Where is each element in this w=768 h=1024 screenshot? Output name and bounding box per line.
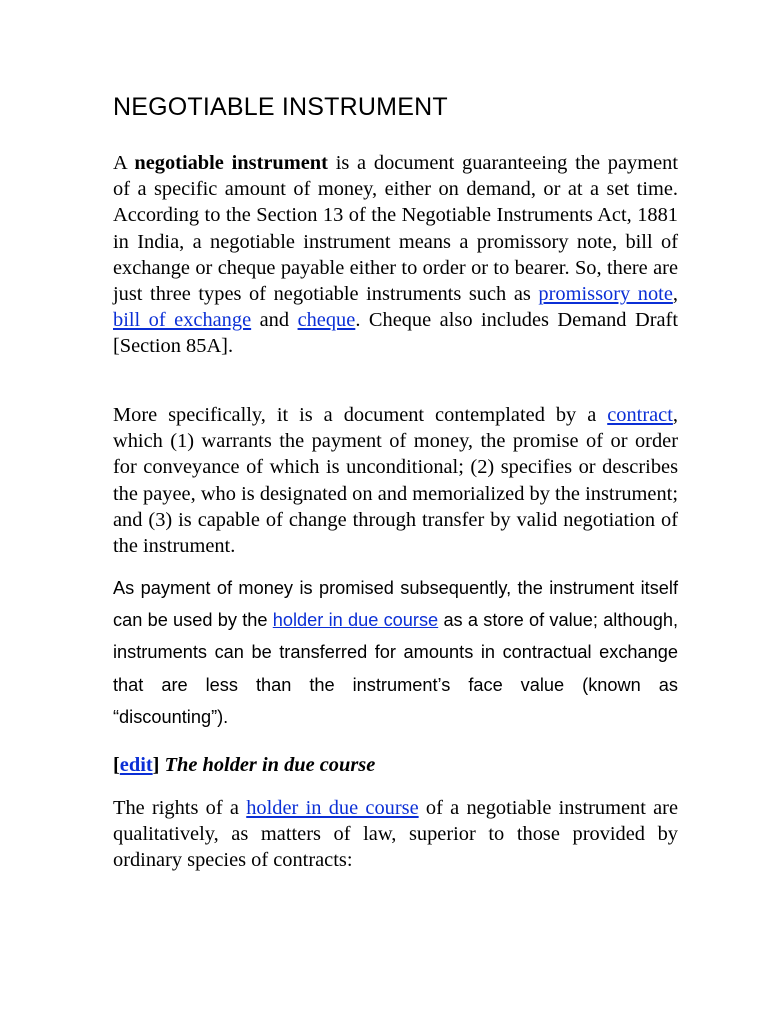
paragraph-definition <box>113 150 678 360</box>
text-run: As payment of money is promised subsequently, the instrument itself can be used by the <box>113 578 678 631</box>
text-run: More specifically, it is a document contemplated by a <box>113 404 608 426</box>
text-run: A <box>113 152 135 174</box>
paragraph-holder-rights <box>113 795 678 874</box>
section-heading <box>113 752 678 778</box>
link-bill-of-exchange[interactable]: bill of exchange <box>113 309 252 332</box>
text-run: , <box>672 283 678 306</box>
bracket-open: [ <box>113 754 120 776</box>
text-run: The rights of a <box>113 797 247 819</box>
document-title: NEGOTIABLE INSTRUMENT <box>113 93 448 121</box>
text-run: as a store of value; although, instruments can be transferred for amounts in contractual exchange that are less than the instrument’s face value (known as “discounting”). <box>113 610 679 727</box>
paragraph-store-of-value <box>113 572 678 733</box>
text-run: . Cheque also includes Demand Draft [Section 85A]. <box>113 309 679 358</box>
link-promissory-note[interactable]: promissory note <box>538 283 673 306</box>
text-run: of a negotiable instrument are qualitatively, as matters of law, superior to those provided by ordinary species of contracts: <box>113 797 679 872</box>
text-run: , which (1) warrants the payment of money, the promise of or order for conveyance of which is unconditional; (2) specifies or describes the payee, who is designated on and memorialized by the instrument; and (3) is capable of change through transfer by valid negotiation of the instrument. <box>113 404 678 558</box>
link-holder-in-due-course[interactable]: holder in due course <box>272 610 439 631</box>
link-contract[interactable]: contract <box>607 404 673 426</box>
text-run: is a document guaranteeing the payment of a specific amount of money, either on demand, or at a set time. According to the Section 13 of the Negotiable Instruments Act, 1881 in India, a negotiable instrument means a promissory note, bill of exchange or cheque payable either to order or to bearer. So, there are just three types of negotiable instruments such as <box>113 152 678 306</box>
paragraph-specifics <box>113 402 678 559</box>
section-heading-text: The holder in due course <box>164 754 376 776</box>
link-cheque[interactable]: cheque <box>297 309 356 332</box>
bold-term: negotiable instrument <box>134 152 328 174</box>
bracket-close: ] <box>152 754 165 776</box>
text-run: and <box>251 309 298 332</box>
link-holder-in-due-course[interactable]: holder in due course <box>246 797 419 819</box>
edit-link[interactable]: edit <box>119 754 153 776</box>
